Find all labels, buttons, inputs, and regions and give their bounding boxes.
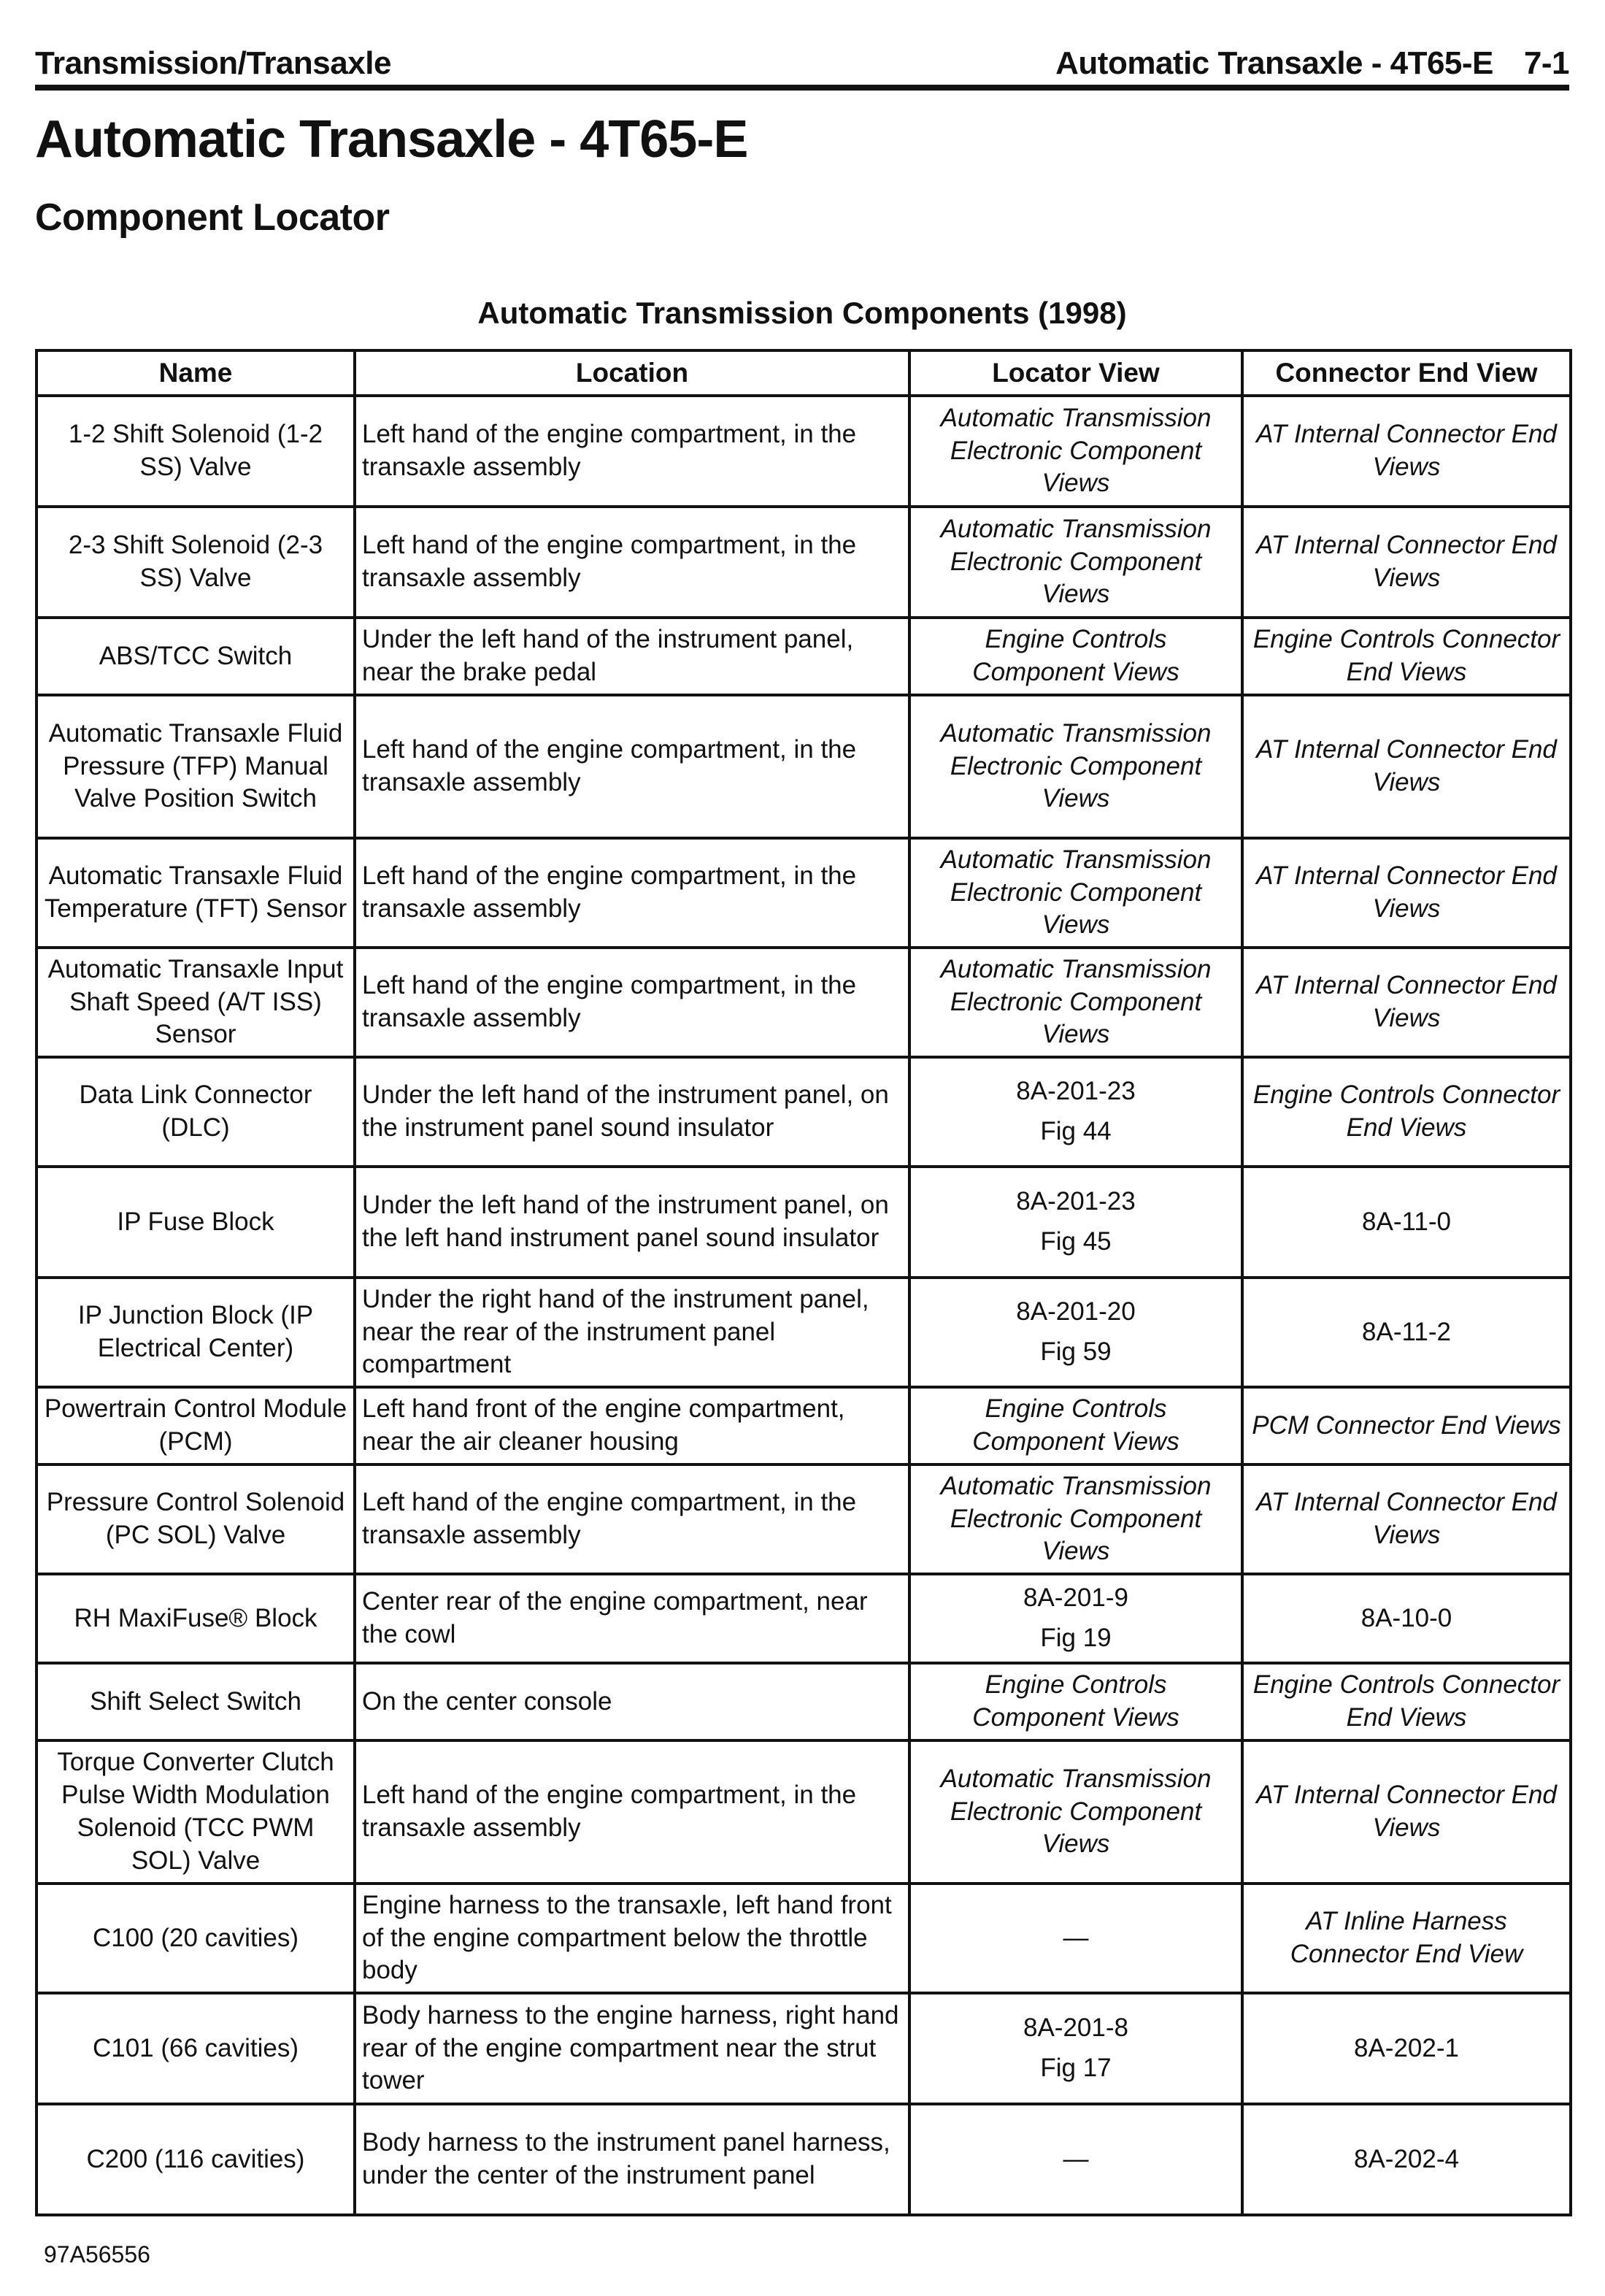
table-row [36,1057,1571,1167]
cell-location: Body harness to the engine harness, right hand rear of the engine compartment near the strut tower [355,1993,909,2104]
locator-figure-ref: Fig 45 [1040,1227,1112,1256]
cell-connector-end-view: Engine Controls Connector End Views [1242,618,1571,695]
cell-name: Powertrain Control Module (PCM) [36,1387,355,1464]
cell-location: Under the right hand of the instrument panel, near the rear of the instrument panel compartment [355,1278,909,1387]
locator-view-text: Engine Controls Component Views [972,625,1179,686]
locator-figure-ref: Fig 59 [1040,1337,1112,1366]
cell-name: C100 (20 cavities) [36,1884,355,1993]
cell-location: Engine harness to the transaxle, left hand front of the engine compartment below the throttle body [355,1884,909,1993]
cell-location: Left hand of the engine compartment, in the transaxle assembly [355,396,909,507]
cell-locator-view [909,1993,1242,2104]
cell-locator-view [909,1464,1242,1574]
cell-locator-view [909,948,1242,1057]
table-caption: Automatic Transmission Components (1998) [477,296,1127,330]
cell-locator-view [909,618,1242,695]
cell-connector-end-view: 8A-202-4 [1242,2104,1571,2215]
cell-name: Automatic Transaxle Input Shaft Speed (A/T ISS) Sensor [36,948,355,1057]
locator-view-text: Automatic Transmission Electronic Component Views [940,954,1212,1049]
cell-name: C200 (116 cavities) [36,2104,355,2215]
cell-locator-view [909,396,1242,507]
cell-connector-end-view: PCM Connector End Views [1242,1387,1571,1464]
cell-locator-view [909,1884,1242,1993]
cell-connector-end-view: AT Internal Connector End Views [1242,948,1571,1057]
locator-view-text: — [1063,1923,1089,1952]
table-row [36,2104,1571,2215]
cell-name: Shift Select Switch [36,1663,355,1740]
cell-locator-view [909,1740,1242,1884]
cell-location: Left hand of the engine compartment, in the transaxle assembly [355,838,909,948]
cell-locator-view [909,1057,1242,1167]
table-row [36,948,1571,1057]
locator-view-text: Automatic Transmission Electronic Component Views [940,718,1212,813]
components-table [35,349,1572,2216]
table-row [36,1464,1571,1574]
table-row [36,1884,1571,1993]
header-chapter: Transmission/Transaxle [35,45,391,81]
column-header-connector-end-view: Connector End View [1242,350,1571,396]
locator-page-ref: 8A-201-23 [1016,1187,1136,1216]
header-section: Automatic Transaxle - 4T65-E [1055,45,1493,81]
table-row [36,1167,1571,1278]
figure-code: 97A56556 [44,2241,150,2268]
locator-page-ref: 8A-201-8 [1023,2013,1128,2043]
locator-page-ref: 8A-201-9 [1023,1583,1128,1613]
cell-location: Left hand of the engine compartment, in the transaxle assembly [355,695,909,838]
cell-name: Automatic Transaxle Fluid Pressure (TFP) Manual Valve Position Switch [36,695,355,838]
locator-page-ref: 8A-201-20 [1016,1297,1136,1326]
cell-location: Under the left hand of the instrument panel, near the brake pedal [355,618,909,695]
cell-name: Data Link Connector (DLC) [36,1057,355,1167]
cell-name: ABS/TCC Switch [36,618,355,695]
cell-locator-view [909,838,1242,948]
cell-name: 2-3 Shift Solenoid (2-3 SS) Valve [36,507,355,618]
cell-connector-end-view: 8A-202-1 [1242,1993,1571,2104]
cell-name: IP Junction Block (IP Electrical Center) [36,1278,355,1387]
cell-locator-view [909,1167,1242,1278]
cell-name: C101 (66 cavities) [36,1993,355,2104]
cell-connector-end-view: AT Internal Connector End Views [1242,1740,1571,1884]
running-header [35,45,1569,91]
cell-name: Torque Converter Clutch Pulse Width Modulation Solenoid (TCC PWM SOL) Valve [36,1740,355,1884]
cell-locator-view [909,2104,1242,2215]
page-number: 7-1 [1523,45,1569,81]
cell-locator-view [909,1387,1242,1464]
cell-location: Center rear of the engine compartment, near the cowl [355,1574,909,1663]
locator-view-text: Engine Controls Component Views [972,1670,1179,1732]
locator-view-text: Automatic Transmission Electronic Component Views [940,403,1212,498]
cell-connector-end-view: 8A-11-0 [1242,1167,1571,1278]
table-row [36,1278,1571,1387]
cell-connector-end-view: Engine Controls Connector End Views [1242,1057,1571,1167]
cell-location: Left hand of the engine compartment, in the transaxle assembly [355,1464,909,1574]
cell-locator-view [909,695,1242,838]
table-row [36,1663,1571,1740]
cell-location: Left hand front of the engine compartment, near the air cleaner housing [355,1387,909,1464]
table-row [36,838,1571,948]
cell-connector-end-view: 8A-11-2 [1242,1278,1571,1387]
cell-locator-view [909,1278,1242,1387]
locator-figure-ref: Fig 19 [1040,1624,1112,1652]
cell-connector-end-view: AT Internal Connector End Views [1242,1464,1571,1574]
table-row [36,507,1571,618]
header-right [1055,45,1569,82]
column-header-locator-view: Locator View [909,350,1242,396]
cell-location: On the center console [355,1663,909,1740]
cell-location: Left hand of the engine compartment, in the transaxle assembly [355,507,909,618]
cell-location: Body harness to the instrument panel harness, under the center of the instrument panel [355,2104,909,2215]
table-row [36,1740,1571,1884]
cell-connector-end-view: 8A-10-0 [1242,1574,1571,1663]
cell-location: Left hand of the engine compartment, in the transaxle assembly [355,1740,909,1884]
table-body [36,396,1571,2215]
table-row [36,618,1571,695]
column-header-location: Location [355,350,909,396]
locator-view-text: — [1063,2144,1089,2173]
cell-locator-view [909,1574,1242,1663]
table-row [36,1993,1571,2104]
cell-name: RH MaxiFuse® Block [36,1574,355,1663]
locator-view-text: Automatic Transmission Electronic Component Views [940,845,1212,940]
cell-location: Under the left hand of the instrument panel, on the left hand instrument panel sound insulator [355,1167,909,1278]
column-header-name: Name [36,350,355,396]
table-row [36,396,1571,507]
locator-view-text: Automatic Transmission Electronic Component Views [940,1471,1212,1566]
locator-figure-ref: Fig 17 [1040,2054,1112,2082]
table-row [36,695,1571,838]
cell-locator-view [909,1663,1242,1740]
cell-location: Under the left hand of the instrument panel, on the instrument panel sound insulator [355,1057,909,1167]
cell-locator-view [909,507,1242,618]
cell-connector-end-view: AT Internal Connector End Views [1242,695,1571,838]
cell-connector-end-view: AT Internal Connector End Views [1242,838,1571,948]
cell-connector-end-view: AT Internal Connector End Views [1242,507,1571,618]
page-title: Automatic Transaxle - 4T65-E [35,110,748,169]
table-row [36,1387,1571,1464]
locator-view-text: Automatic Transmission Electronic Component Views [940,514,1212,609]
cell-location: Left hand of the engine compartment, in the transaxle assembly [355,948,909,1057]
cell-connector-end-view: AT Inline Harness Connector End View [1242,1884,1571,1993]
cell-connector-end-view: AT Internal Connector End Views [1242,396,1571,507]
table-row [36,1574,1571,1663]
cell-name: IP Fuse Block [36,1167,355,1278]
cell-connector-end-view: Engine Controls Connector End Views [1242,1663,1571,1740]
table-header-row [36,350,1571,396]
cell-name: Automatic Transaxle Fluid Temperature (TFT) Sensor [36,838,355,948]
locator-page-ref: 8A-201-23 [1016,1077,1136,1106]
cell-name: Pressure Control Solenoid (PC SOL) Valve [36,1464,355,1574]
cell-name: 1-2 Shift Solenoid (1-2 SS) Valve [36,396,355,507]
page-subtitle: Component Locator [35,196,390,239]
locator-figure-ref: Fig 44 [1040,1117,1112,1145]
locator-view-text: Automatic Transmission Electronic Component Views [940,1764,1212,1859]
locator-view-text: Engine Controls Component Views [972,1394,1179,1456]
